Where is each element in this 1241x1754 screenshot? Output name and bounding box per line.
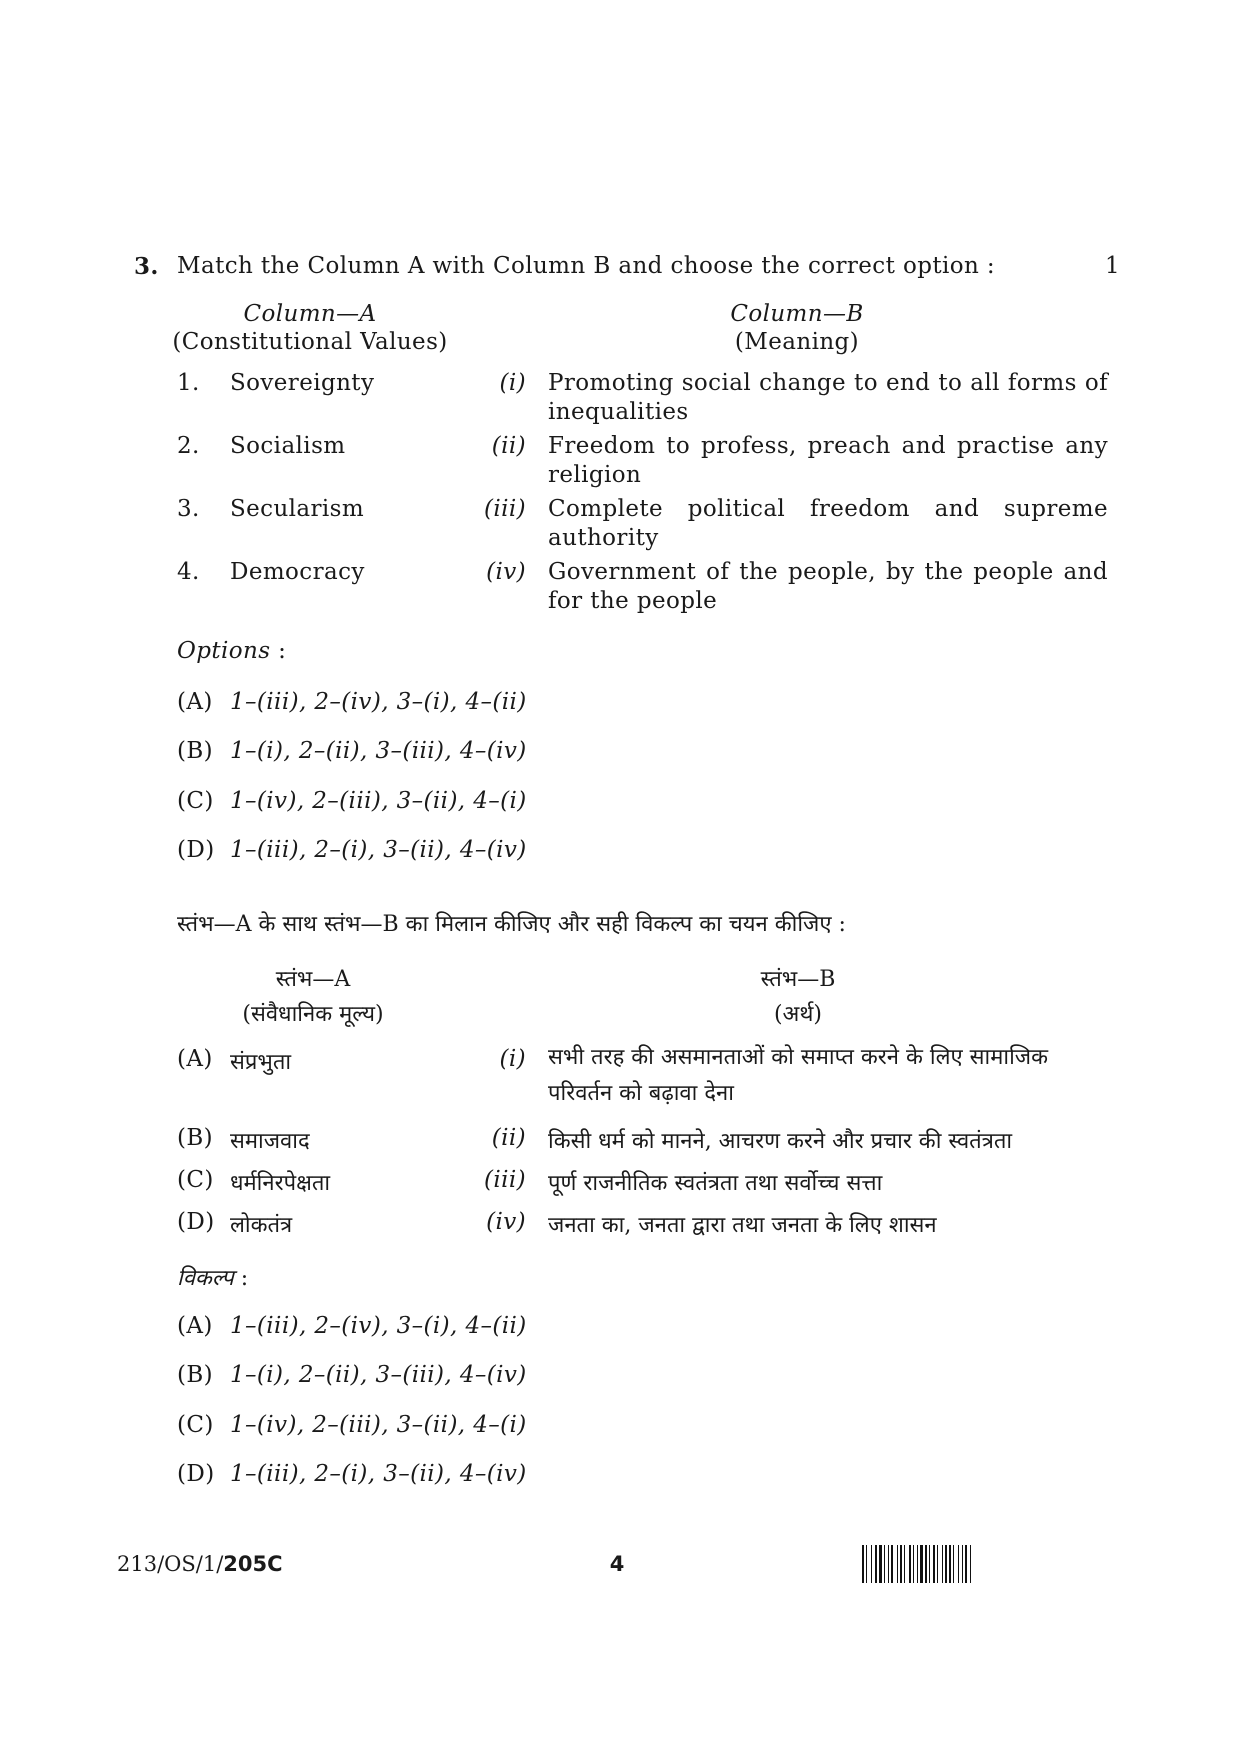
option-text: 1–(i), 2–(ii), 3–(iii), 4–(iv) xyxy=(230,1362,527,1388)
option-text: 1–(iii), 2–(iv), 3–(i), 4–(ii) xyxy=(230,1313,527,1339)
constitutional-value: लोकतंत्र xyxy=(230,1213,293,1238)
row-num: (C) xyxy=(177,1167,214,1193)
constitutional-value: Secularism xyxy=(230,496,365,522)
option-text: 1–(i), 2–(ii), 3–(iii), 4–(iv) xyxy=(230,738,527,764)
barcode-icon xyxy=(862,1545,1128,1583)
option-text: 1–(iv), 2–(iii), 3–(ii), 4–(i) xyxy=(230,1412,527,1438)
roman-numeral: (ii) xyxy=(491,1125,526,1151)
column-b-subtitle: (Meaning) xyxy=(734,329,860,355)
meaning-text: जनता का, जनता द्वारा तथा जनता के लिए शासन xyxy=(548,1213,937,1238)
hindi-column-b-subtitle: (अर्थ) xyxy=(773,1002,823,1027)
question-number: 3. xyxy=(134,253,159,280)
meaning-text: Freedom to profess, preach and practise any religion xyxy=(548,433,1108,488)
meaning-text: सभी तरह की असमानताओं को समाप्त करने के लिए सामाजिक परिवर्तन को बढ़ावा देना xyxy=(548,1045,1049,1106)
option-letter: (B) xyxy=(177,1362,214,1388)
row-num: 4. xyxy=(177,559,200,585)
option-letter: (D) xyxy=(177,1461,215,1487)
roman-numeral: (iii) xyxy=(483,1167,526,1193)
constitutional-value: संप्रभुता xyxy=(230,1050,292,1075)
option-text: 1–(iv), 2–(iii), 3–(ii), 4–(i) xyxy=(230,788,527,814)
roman-numeral: (iv) xyxy=(486,1209,526,1235)
paper-code: 213/OS/1/205C xyxy=(117,1552,283,1576)
row-num: (D) xyxy=(177,1209,215,1235)
row-num: (A) xyxy=(177,1046,213,1072)
question-marks: 1 xyxy=(1105,253,1121,279)
meaning-text: पूर्ण राजनीतिक स्वतंत्रता तथा सर्वोच्च सत्ता xyxy=(548,1171,883,1196)
constitutional-value: Socialism xyxy=(230,433,346,459)
option-text: 1–(iii), 2–(i), 3–(ii), 4–(iv) xyxy=(230,837,527,863)
roman-numeral: (i) xyxy=(499,370,526,396)
column-a-title: Column—A xyxy=(243,301,377,327)
hindi-options-heading: विकल्प : xyxy=(177,1266,249,1291)
constitutional-value: Sovereignty xyxy=(230,370,375,396)
constitutional-value: समाजवाद xyxy=(230,1129,310,1154)
row-num: 1. xyxy=(177,370,200,396)
option-letter: (A) xyxy=(177,689,213,715)
meaning-text: Government of the people, by the people and for the people xyxy=(548,559,1108,614)
roman-numeral: (ii) xyxy=(491,433,526,459)
hindi-column-a-subtitle: (संवैधानिक मूल्य) xyxy=(242,1002,384,1027)
hindi-instruction: स्तंभ—A के साथ स्तंभ—B का मिलान कीजिए और सही विकल्प का चयन कीजिए : xyxy=(177,912,846,937)
option-letter: (D) xyxy=(177,837,215,863)
row-num: 3. xyxy=(177,496,200,522)
question-text: Match the Column A with Column B and choose the correct option : xyxy=(177,253,996,279)
meaning-text: Promoting social change to end to all forms of inequalities xyxy=(548,370,1108,425)
roman-numeral: (iii) xyxy=(483,496,526,522)
option-letter: (C) xyxy=(177,788,214,814)
constitutional-value: Democracy xyxy=(230,559,365,585)
roman-numeral: (iv) xyxy=(486,559,526,585)
option-letter: (B) xyxy=(177,738,214,764)
option-letter: (C) xyxy=(177,1412,214,1438)
row-num: 2. xyxy=(177,433,200,459)
row-num: (B) xyxy=(177,1125,214,1151)
options-heading: Options : xyxy=(177,638,287,664)
option-text: 1–(iii), 2–(iv), 3–(i), 4–(ii) xyxy=(230,689,527,715)
meaning-text: Complete political freedom and supreme authority xyxy=(548,496,1108,551)
page-number: 4 xyxy=(609,1552,625,1576)
option-letter: (A) xyxy=(177,1313,213,1339)
column-b-title: Column—B xyxy=(730,301,864,327)
roman-numeral: (i) xyxy=(499,1046,526,1072)
meaning-text: किसी धर्म को मानने, आचरण करने और प्रचार की स्वतंत्रता xyxy=(548,1129,1013,1154)
hindi-column-a-title: स्तंभ—A xyxy=(275,967,351,992)
column-a-subtitle: (Constitutional Values) xyxy=(172,329,448,355)
option-text: 1–(iii), 2–(i), 3–(ii), 4–(iv) xyxy=(230,1461,527,1487)
constitutional-value: धर्मनिरपेक्षता xyxy=(230,1171,331,1196)
hindi-column-b-title: स्तंभ—B xyxy=(760,967,836,992)
